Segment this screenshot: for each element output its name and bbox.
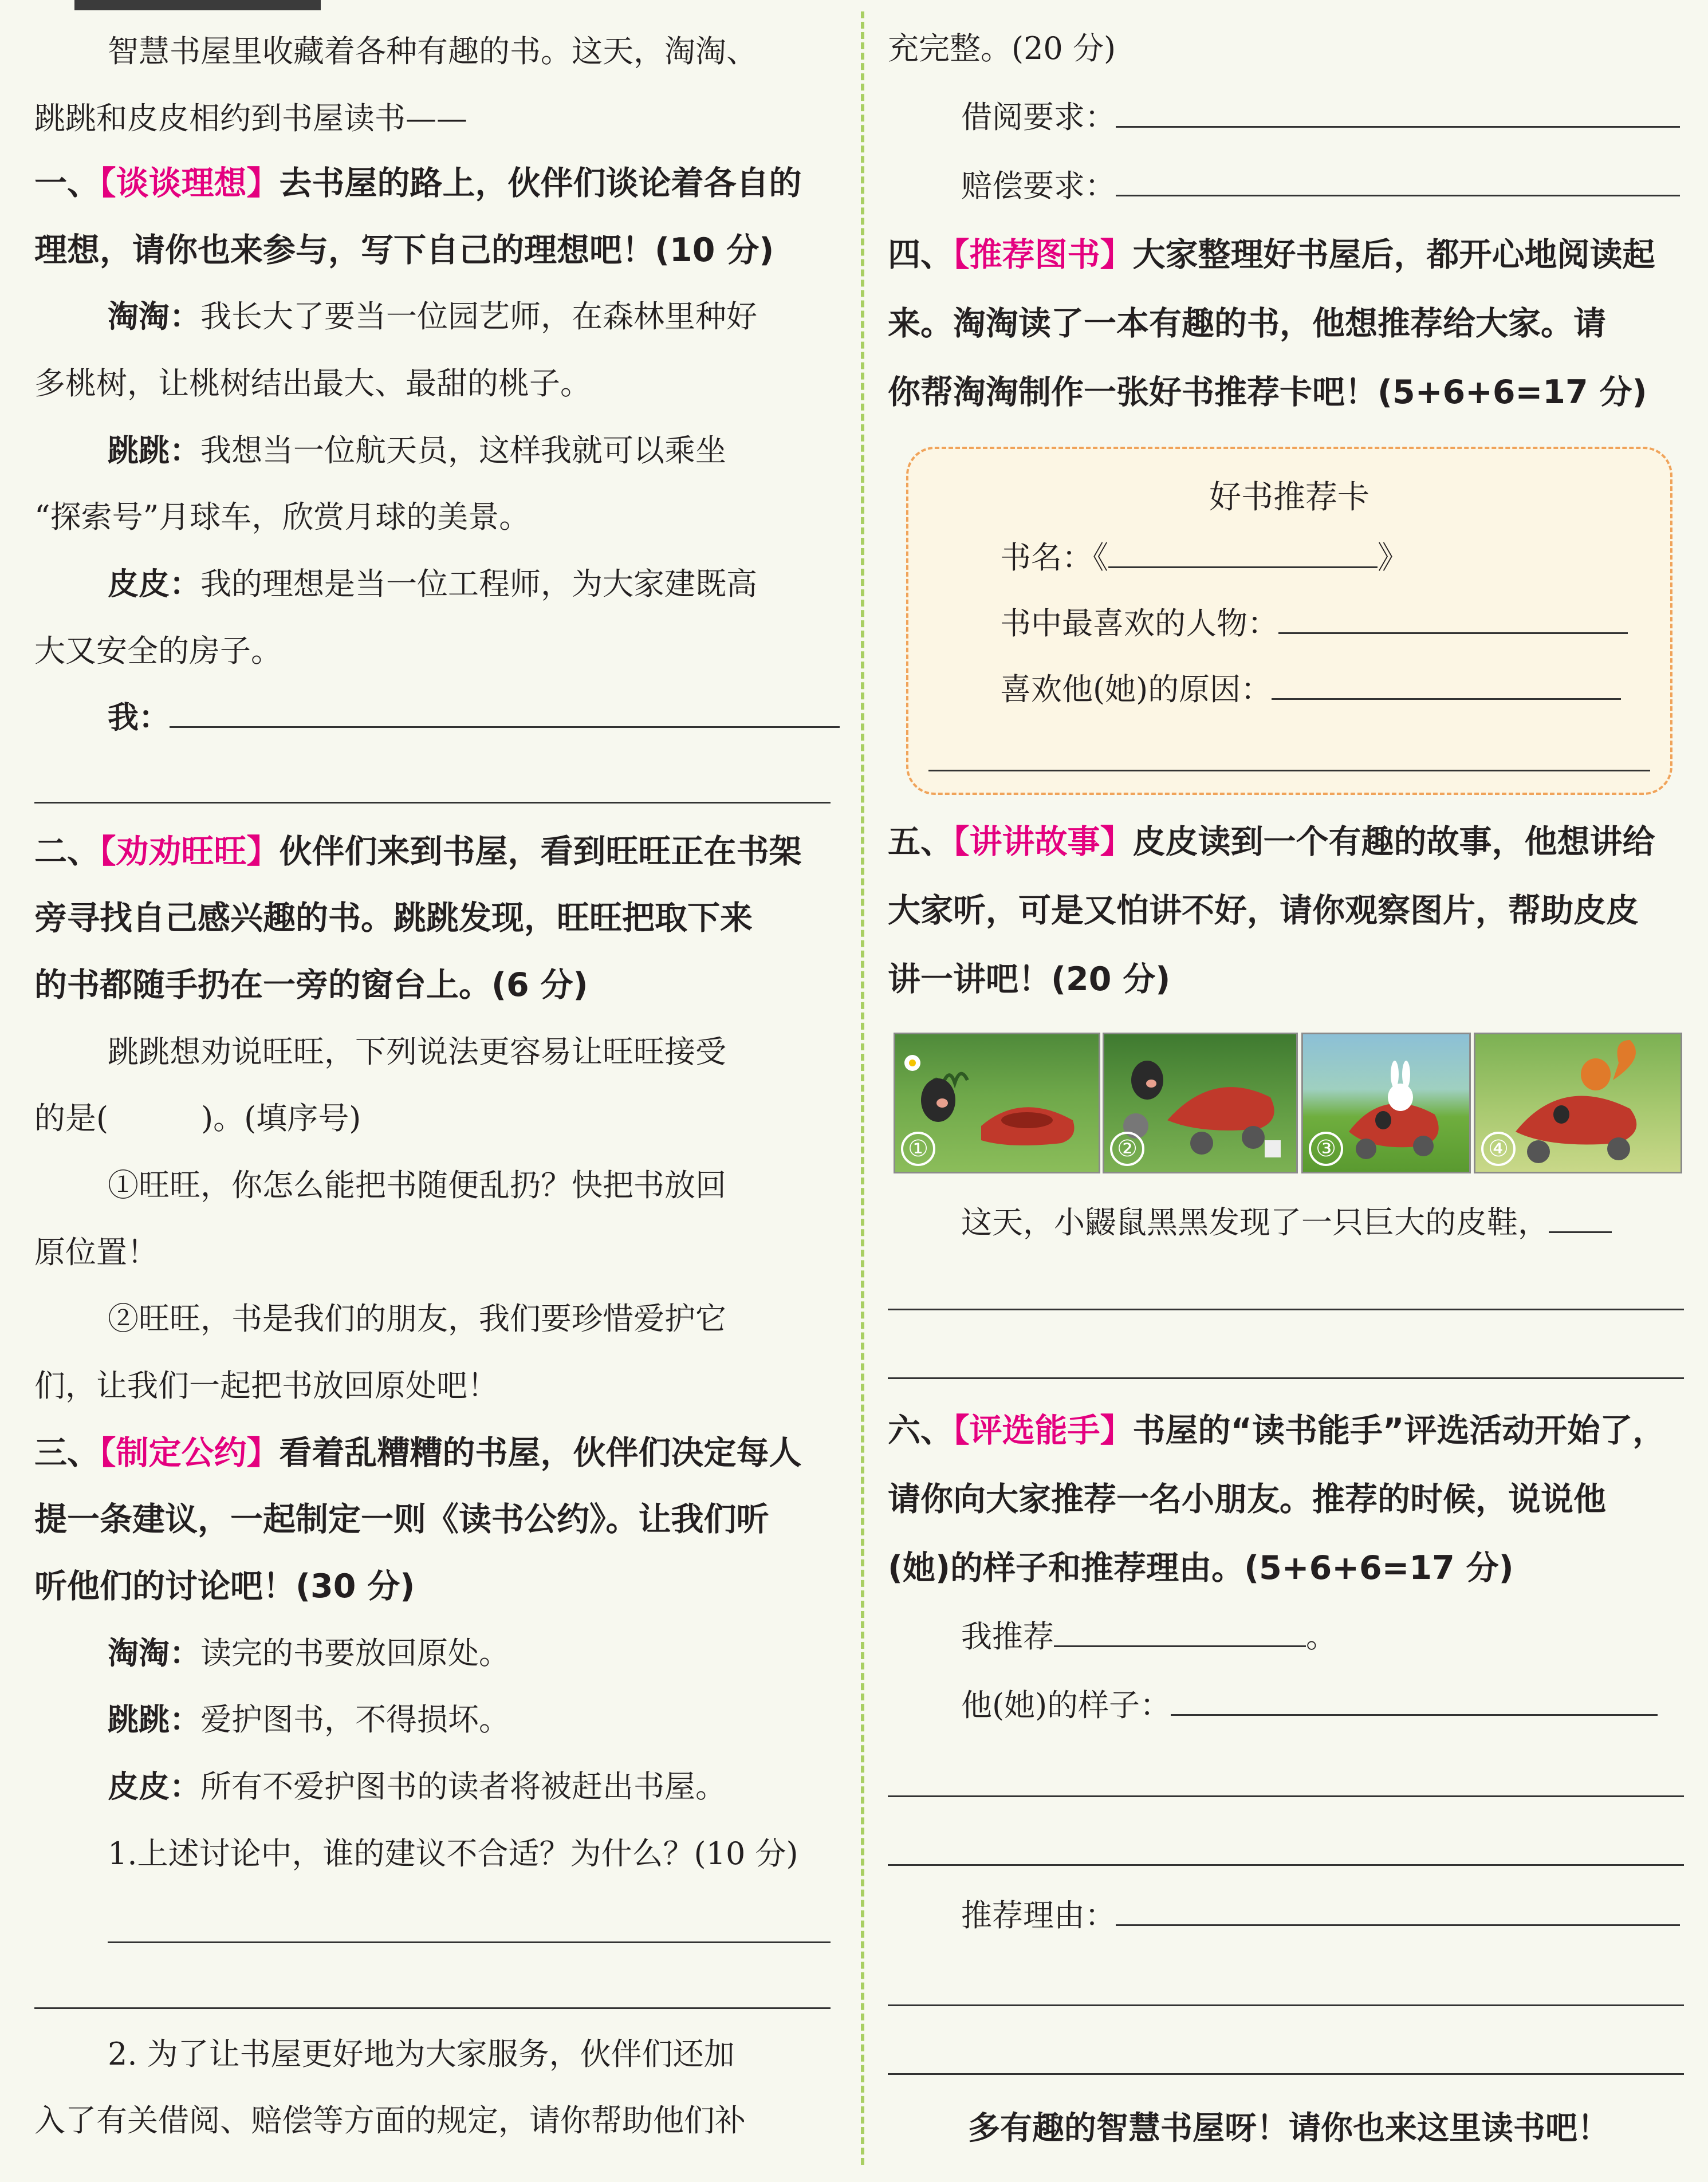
closing-message: 多有趣的智慧书屋呀！请你也来这里读书吧！ (968, 2110, 1609, 2147)
answer-line[interactable] (888, 1795, 1684, 1797)
answer-line[interactable] (888, 2073, 1684, 2075)
field-label: 书中最喜欢的人物： (1000, 605, 1278, 641)
book-name-blank[interactable] (1108, 538, 1378, 568)
section-heading-text: 大家整理好书屋后，都开心地阅读起 (1132, 236, 1655, 274)
speaker-name: 跳跳： (108, 1702, 200, 1738)
story-start-text: 这天，小鼹鼠黑黑发现了一只巨大的皮鞋， (961, 1204, 1549, 1240)
sub-question-1: 1.上述讨论中，谁的建议不合适？为什么？(10 分) (108, 1836, 798, 1872)
my-dream-answer-blank[interactable] (170, 698, 840, 728)
field-label: 我推荐 (961, 1618, 1054, 1655)
section-2-heading (34, 829, 802, 875)
field-label: 喜欢他(她)的原因： (1000, 671, 1272, 707)
section-5-heading-cont: 大家听，可是又怕讲不好，请你观察图片，帮助皮皮 (888, 892, 1639, 929)
section-6-heading (888, 1408, 1665, 1454)
field-label: 》 (1378, 539, 1408, 576)
section-number: 三、 (34, 1434, 100, 1472)
option-1: ①旺旺，你怎么能把书随便乱扔？快把书放回 (108, 1167, 726, 1203)
section-heading-text: 书屋的“读书能手”评选活动开始了， (1132, 1412, 1666, 1450)
book-recommendation-card (906, 447, 1672, 795)
speaker-name: 皮皮： (108, 1769, 200, 1805)
tiaotiao-dream-cont: “探索号”月球车，欣赏月球的美景。 (34, 499, 530, 535)
compensation-rule-blank[interactable] (1116, 166, 1680, 196)
field-label: 赔偿要求： (961, 168, 1116, 204)
option-1-cont: 原位置！ (34, 1234, 158, 1270)
story-picture-3 (1301, 1033, 1471, 1173)
section-3-heading-cont: 听他们的讨论吧！(30 分) (34, 1567, 415, 1605)
top-bar-decoration (74, 0, 321, 10)
answer-line[interactable] (888, 2004, 1684, 2006)
borrow-rule-blank[interactable] (1116, 97, 1680, 128)
section-3-heading (34, 1430, 802, 1476)
reason-row (888, 1893, 1680, 1939)
sub-question-2-cont: 入了有关借阅、赔偿等方面的规定，请你帮助他们补 (34, 2102, 746, 2138)
section-tag: 【劝劝旺旺】 (100, 833, 280, 871)
option-2-cont: 们，让我们一起把书放回原处吧！ (34, 1368, 498, 1404)
section-1-heading-cont: 理想，请你也来参与，写下自己的理想吧！(10 分) (34, 231, 774, 269)
section-heading-text: 去书屋的路上，伙伴们谈论着各自的 (279, 164, 802, 202)
section-heading-text: 皮皮读到一个有趣的故事，他想讲给 (1132, 823, 1655, 861)
reason-blank[interactable] (1116, 1896, 1680, 1926)
picture-number: ② (1110, 1132, 1144, 1166)
section-tag: 【讲讲故事】 (953, 823, 1133, 861)
answer-line[interactable] (108, 1941, 831, 1943)
pipi-dream (34, 561, 757, 607)
appearance-row (888, 1683, 1658, 1728)
recommend-name-blank[interactable] (1054, 1617, 1306, 1647)
section-tag: 【推荐图书】 (953, 236, 1133, 274)
favorite-character-blank[interactable] (1278, 604, 1628, 634)
intro-line: 智慧书屋里收藏着各种有趣的书。这天，淘淘、 (108, 33, 757, 69)
section-3-heading-cont: 提一条建议，一起制定一则《读书公约》。让我们听 (34, 1500, 769, 1538)
section-tag: 【制定公约】 (100, 1434, 280, 1472)
section-number: 四、 (888, 236, 953, 274)
field-label: 推荐理由： (961, 1897, 1116, 1933)
speaker-name: 淘淘： (108, 298, 200, 334)
section-2-heading-cont: 旁寻找自己感兴趣的书。跳跳发现，旺旺把取下来 (34, 899, 753, 937)
speech-text: 爱护图书，不得损坏。 (200, 1702, 510, 1738)
speaker-name: 淘淘： (108, 1635, 200, 1671)
field-label: 。 (1306, 1618, 1337, 1655)
borrow-rule-row (888, 94, 1680, 140)
section-5-heading (888, 819, 1655, 865)
speech-text: 所有不爱护图书的读者将被赶出书屋。 (200, 1769, 726, 1805)
intro-line: 跳跳和皮皮相约到书屋读书—— (34, 100, 467, 136)
speaker-name: 我： (108, 699, 170, 735)
section-2-heading-cont: 的书都随手扔在一旁的窗台上。(6 分) (34, 966, 588, 1004)
story-start-row (888, 1200, 1612, 1246)
like-reason-row (1000, 667, 1621, 712)
picture-number: ① (901, 1132, 935, 1166)
appearance-blank[interactable] (1171, 1685, 1658, 1716)
answer-line[interactable] (888, 1864, 1684, 1866)
recommend-row (888, 1614, 1337, 1660)
story-blank[interactable] (1549, 1203, 1612, 1233)
section-4-heading (888, 232, 1655, 278)
card-title: 好书推荐卡 (1209, 479, 1369, 516)
my-dream-row (34, 695, 840, 741)
taotao-rule (34, 1630, 510, 1676)
picture-number: ③ (1309, 1132, 1343, 1166)
question-text-cont: 的是( )。(填序号) (34, 1100, 361, 1136)
section-heading-text: 伙伴们来到书屋，看到旺旺正在书架 (279, 833, 802, 871)
answer-line[interactable] (928, 770, 1650, 771)
section-tag: 【谈谈理想】 (100, 164, 280, 202)
story-picture-1 (894, 1033, 1100, 1173)
speaker-name: 跳跳： (108, 432, 200, 468)
taotao-dream (34, 294, 757, 340)
field-label: 书名：《 (1000, 539, 1108, 576)
speech-text: 读完的书要放回原处。 (200, 1635, 510, 1671)
speaker-name: 皮皮： (108, 566, 200, 602)
book-name-row (1000, 535, 1408, 581)
section-number: 一、 (34, 164, 100, 202)
answer-line[interactable] (888, 1309, 1684, 1310)
option-2: ②旺旺，书是我们的朋友，我们要珍惜爱护它 (108, 1301, 726, 1337)
tiaotiao-dream (34, 428, 726, 474)
section-4-heading-cont: 来。淘淘读了一本有趣的书，他想推荐给大家。请 (888, 305, 1606, 342)
favorite-character-row (1000, 601, 1628, 647)
story-picture-2 (1103, 1033, 1298, 1173)
field-label: 借阅要求： (961, 99, 1116, 135)
pipi-dream-cont: 大又安全的房子。 (34, 633, 282, 669)
sub-question-2: 2. 为了让书屋更好地为大家服务，伙伴们还加 (108, 2036, 735, 2072)
field-label: 他(她)的样子： (961, 1687, 1171, 1723)
column-divider (861, 11, 864, 2165)
tiaotiao-rule (34, 1697, 510, 1743)
answer-line[interactable] (34, 2007, 831, 2009)
sub-question-2-cont: 充完整。(20 分) (888, 30, 1116, 66)
section-1-heading (34, 160, 802, 206)
section-heading-text: 看着乱糟糟的书屋，伙伴们决定每人 (279, 1434, 802, 1472)
section-5-heading-cont: 讲一讲吧！(20 分) (888, 960, 1171, 998)
story-picture-4 (1474, 1033, 1682, 1173)
section-4-heading-cont: 你帮淘淘制作一张好书推荐卡吧！(5+6+6=17 分) (888, 373, 1647, 411)
pipi-rule (34, 1764, 726, 1810)
picture-number: ④ (1481, 1132, 1516, 1166)
section-number: 六、 (888, 1412, 953, 1450)
section-6-heading-cont: (她)的样子和推荐理由。(5+6+6=17 分) (888, 1549, 1514, 1587)
answer-line[interactable] (888, 1377, 1684, 1379)
speech-text: 我的理想是当一位工程师，为大家建既高 (200, 566, 757, 602)
section-number: 二、 (34, 833, 100, 871)
like-reason-blank[interactable] (1272, 669, 1621, 700)
answer-line[interactable] (34, 802, 831, 804)
section-number: 五、 (888, 823, 953, 861)
compensation-rule-row (888, 163, 1680, 209)
taotao-dream-cont: 多桃树，让桃树结出最大、最甜的桃子。 (34, 365, 591, 401)
section-6-heading-cont: 请你向大家推荐一名小朋友。推荐的时候，说说他 (888, 1480, 1606, 1518)
speech-text: 我想当一位航天员，这样我就可以乘坐 (200, 432, 726, 468)
section-tag: 【评选能手】 (953, 1412, 1133, 1450)
speech-text: 我长大了要当一位园艺师，在森林里种好 (200, 298, 757, 334)
question-text: 跳跳想劝说旺旺，下列说法更容易让旺旺接受 (108, 1034, 726, 1070)
